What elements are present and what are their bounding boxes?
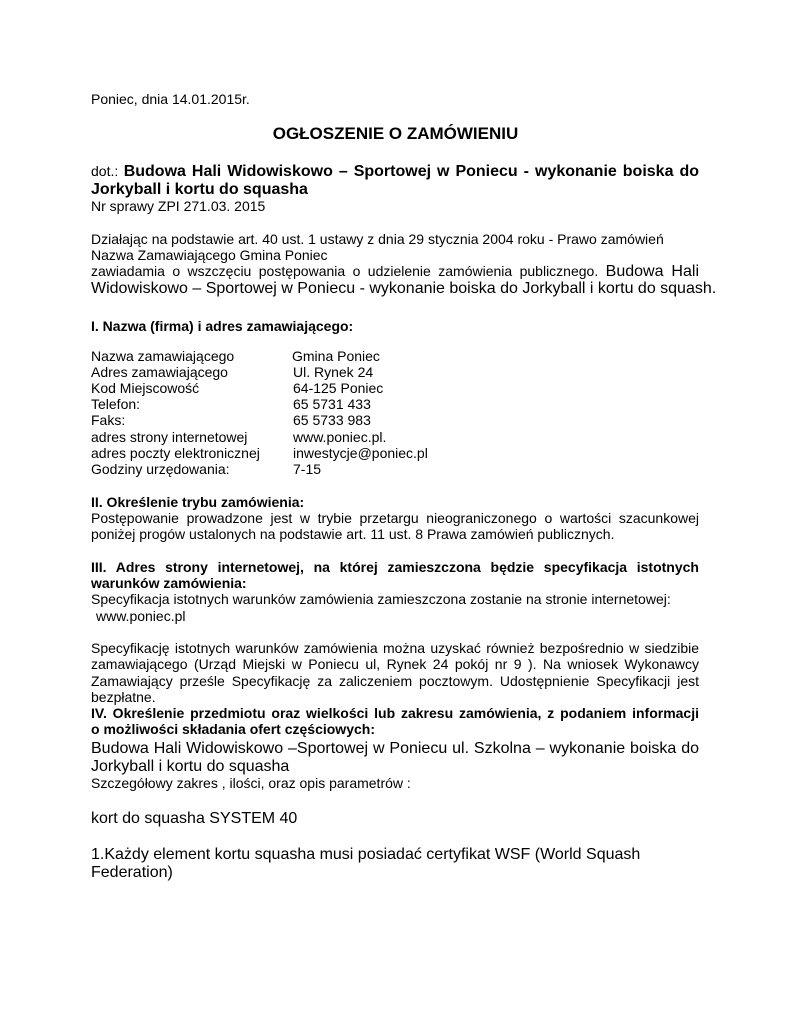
row-label: Kod Miejscowość <box>91 380 200 396</box>
subject-title-1: Budowa Hali Widowiskowo – Sportowej w Poniecu - wykonanie boiska do <box>123 163 700 180</box>
row-label: Faks: <box>91 412 126 428</box>
row-value: 64-125 Poniec <box>293 380 384 396</box>
row-value: 65 5733 983 <box>293 412 371 428</box>
section-4-line-3: Szczegółowy zakres , ilości, oraz opis parametrów : <box>91 775 411 791</box>
section-2-heading: II. Określenie trybu zamówienia: <box>91 494 305 510</box>
subject-line-1 <box>91 162 699 181</box>
row-value: www.poniec.pl. <box>293 429 387 445</box>
section-4-heading-2: o możliwości składania ofert częściowych: <box>91 721 375 737</box>
website-link: www.poniec.pl <box>96 608 186 624</box>
section-3-p2-line-2: zamawiającego (Urząd Miejski w Poniecu ul, Rynek 24 pokój nr 9 ). Na wniosek Wykonawcy <box>91 656 699 672</box>
section-1-heading: I. Nazwa (firma) i adres zamawiającego: <box>91 318 354 334</box>
intro-line-3a: zawiadamia o wszczęciu postępowania o udzielenie zamówienia publicznego. <box>91 263 599 279</box>
row-value: 7-15 <box>293 461 322 477</box>
row-label: Telefon: <box>91 396 141 412</box>
section-3-p2-line-1: Specyfikację istotnych warunków zamówienia można uzyskać również bezpośrednio w siedzibie <box>91 640 699 656</box>
row-label: adres strony internetowej <box>91 429 248 445</box>
subject-title-2: Jorkyball i kortu do squasha <box>91 181 308 198</box>
row-label: Adres zamawiającego <box>91 364 228 380</box>
section-2-line-2: poniżej progów ustalonych na podstawie art. 11 ust. 8 Prawa zamówień publicznych. <box>91 526 615 542</box>
item-title: kort do squasha SYSTEM 40 <box>91 810 298 827</box>
section-3-heading-2: warunków zamówienia: <box>91 575 247 591</box>
intro-line-4: Widowiskowo – Sportowej w Poniecu - wykonanie boiska do Jorkyball i kortu do squash. <box>91 280 717 297</box>
row-label: Godziny urzędowania: <box>91 461 230 477</box>
point-1-line-2: Federation) <box>91 864 173 881</box>
intro-line-3b: Budowa Hali <box>605 263 699 280</box>
section-4-line-2: Jorkyball i kortu do squasha <box>91 758 290 775</box>
section-3-p2-line-4: bezpłatne. <box>91 689 156 705</box>
intro-line-1: Działając na podstawie art. 40 ust. 1 ustawy z dnia 29 stycznia 2004 roku - Prawo zamówień <box>91 231 664 247</box>
case-number: Nr sprawy ZPI 271.03. 2015 <box>91 198 266 214</box>
section-4-heading-1: IV. Określenie przedmiotu oraz wielkości lub zakresu zamówienia, z podaniem informacji <box>91 705 699 721</box>
row-label: Nazwa zamawiającego <box>91 348 235 364</box>
row-value: 65 5731 433 <box>293 396 371 412</box>
row-value: inwestycje@poniec.pl <box>293 445 428 461</box>
point-1-line-1: 1.Każdy element kortu squasha musi posiadać certyfikat WSF (World Squash <box>91 846 641 863</box>
section-2-line-1: Postępowanie prowadzone jest w trybie przetargu nieograniczonego o wartości szacunkowej <box>91 510 699 526</box>
subject-prefix: dot.: <box>91 163 119 179</box>
section-4-line-1: Budowa Hali Widowiskowo –Sportowej w Poniecu ul. Szkolna – wykonanie boiska do <box>91 740 699 757</box>
row-value: Gmina Poniec <box>292 348 380 364</box>
intro-line-2: Nazwa Zamawiającego Gmina Poniec <box>91 247 328 263</box>
section-3-p2-line-3: Zamawiający prześle Specyfikację za zaliczeniem pocztowym. Udostępnienie Specyfikacji jest <box>91 673 699 689</box>
page-title: OGŁOSZENIE O ZAMÓWIENIU <box>272 124 519 143</box>
section-3-line-1: Specyfikacja istotnych warunków zamówienia zamieszczona zostanie na stronie internetowej: <box>91 591 671 607</box>
row-label: adres poczty elektronicznej <box>91 445 260 461</box>
section-3-heading-1: III. Adres strony internetowej, na której zamieszczona będzie specyfikacja istotnych <box>91 559 699 575</box>
date-line: Poniec, dnia 14.01.2015r. <box>91 91 250 107</box>
row-value: Ul. Rynek 24 <box>293 364 374 380</box>
